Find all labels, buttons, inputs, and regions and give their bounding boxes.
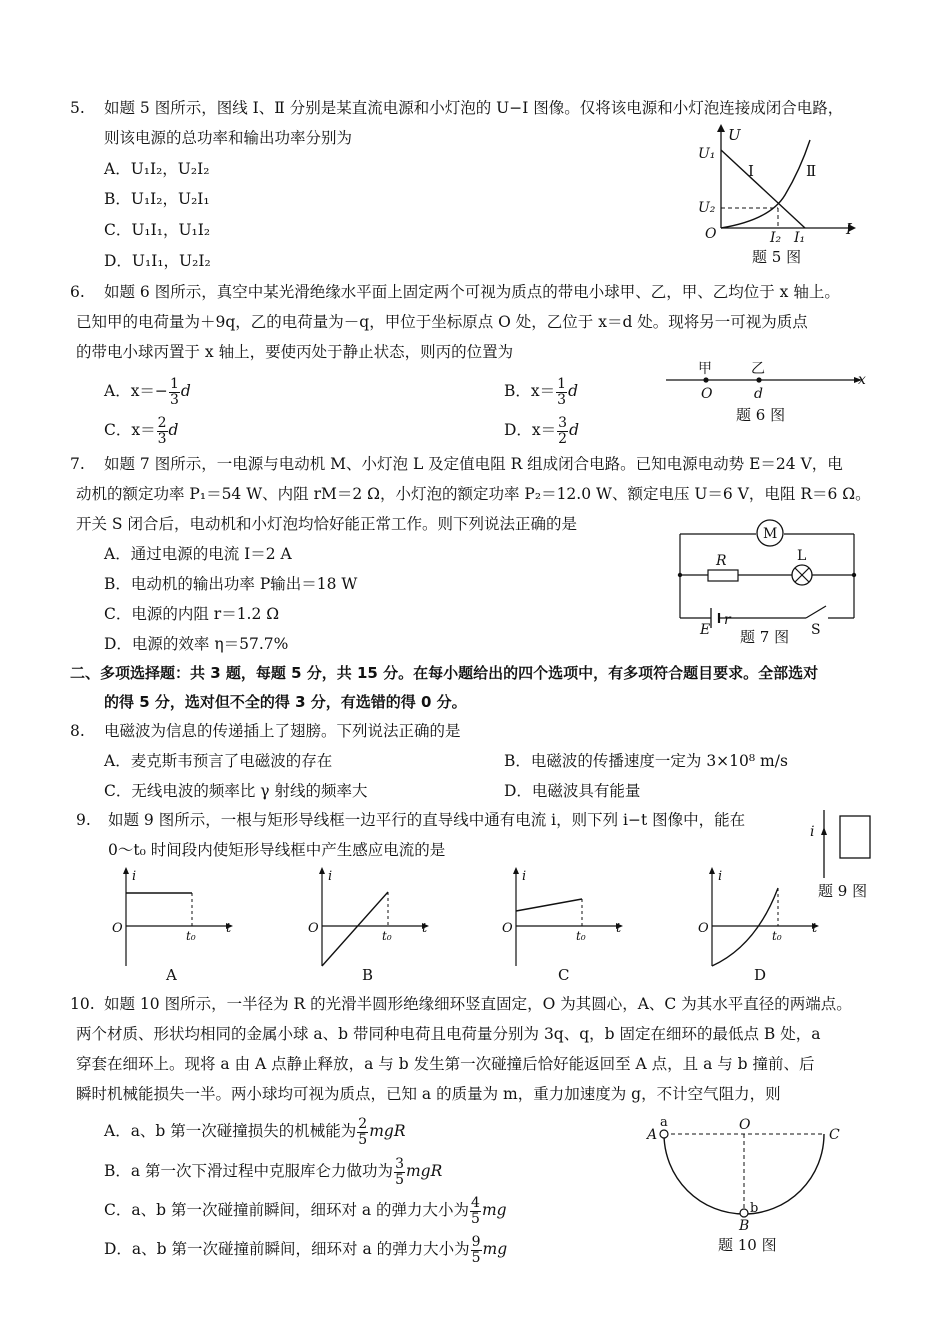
q8-option-b: B．电磁波的传播速度一定为 3×10⁸ m/s	[504, 752, 788, 770]
q6-option-a-fraction	[169, 377, 180, 408]
q8-stem: 电磁波为信息的传递插上了翅膀。下列说法正确的是	[104, 722, 461, 740]
q8-option-d: D．电磁波具有能量	[504, 782, 641, 800]
q10-option-a-suffix: mgR	[369, 1122, 406, 1140]
q10-option-b-fraction	[394, 1157, 405, 1188]
q5-stem-line2: 则该电源的总功率和输出功率分别为	[104, 129, 353, 147]
q6-label-x: x	[858, 372, 866, 388]
q7-switch-blade	[806, 606, 826, 618]
q5-ui-graph	[690, 120, 860, 270]
q10-option-a-fraction	[357, 1117, 368, 1148]
q6-option-d-suffix: d	[569, 421, 580, 439]
q5-label-i: I	[846, 220, 852, 238]
q10-ball-b	[740, 1209, 748, 1217]
q7-option-c: C．电源的内阻 r＝1.2 Ω	[104, 605, 280, 623]
q10-stem-line4: 瞬时机械能损失一半。两小球均可视为质点，已知 a 的质量为 m，重力加速度为 g，不计空气阻力，则	[76, 1085, 781, 1103]
q7-label-e: E	[700, 622, 711, 638]
q6-option-d-num: 3	[558, 414, 568, 431]
q9-c-label-i: i	[522, 869, 527, 884]
q9-c-label-t: t	[616, 921, 622, 936]
q7-stem-line1: 如题 7 图所示，一电源与电动机 M、小灯泡 L 及定值电阻 R 组成闭合电路。已知电源电动势 E＝24 V，电	[104, 455, 843, 473]
q6-option-b-fraction	[556, 377, 567, 408]
q10-label-a-ball: a	[660, 1115, 668, 1130]
q9-b-curve	[322, 892, 388, 966]
q5-label-i1: I₁	[794, 230, 806, 246]
q6-option-b-suffix: d	[568, 382, 578, 400]
q10-option-d-suffix: mg	[482, 1240, 508, 1258]
q5-caption: 题 5 图	[752, 248, 802, 266]
q10-label-b-ball: b	[750, 1201, 759, 1216]
q6-number: 6.	[70, 283, 85, 301]
q8-option-c: C．无线电波的频率比 γ 射线的频率大	[104, 782, 368, 800]
q7-resistor-symbol	[708, 570, 738, 581]
q9-b-label-o: O	[308, 921, 319, 936]
q9-d-curve	[712, 888, 778, 966]
q9-a-label: A	[166, 966, 177, 984]
q9-graph-d	[696, 866, 826, 986]
q9-c-label-o: O	[502, 921, 513, 936]
q9-c-curve	[516, 899, 582, 911]
q5-u-arrow	[717, 124, 725, 132]
q6-label-d: d	[754, 386, 763, 402]
q7-label-s: S	[811, 622, 821, 638]
q9-d-label: D	[754, 966, 767, 984]
q6-option-d-den: 2	[558, 430, 568, 447]
q6-label-jia: 甲	[698, 361, 712, 377]
q6-option-a-num: 1	[169, 375, 179, 392]
section2-heading-line2: 的得 5 分，选对但不全的得 3 分，有选错的得 0 分。	[104, 693, 467, 711]
q9-graph-b	[306, 866, 436, 986]
q6-label-o: O	[701, 386, 713, 402]
q5-stem-line1: 如题 5 图所示，图线 Ⅰ、Ⅱ 分别是某直流电源和小灯泡的 U−I 图像。仅将该电源和小灯泡连接成闭合电路，	[104, 99, 844, 117]
q10-option-c	[104, 1191, 507, 1229]
q10-stem-line1: 如题 10 图所示，一半径为 R 的光滑半圆形绝缘细环竖直固定，O 为其圆心，A、C 为其水平直径的两端点。	[104, 995, 852, 1013]
q10-option-c-num: 4	[471, 1194, 480, 1211]
q6-option-b-prefix: B．x＝	[504, 382, 556, 400]
q7-label-l: L	[797, 548, 807, 564]
q7-stem-line2: 动机的额定功率 P₁＝54 W、内阻 rM＝2 Ω，小灯泡的额定功率 P₂＝12.0 W、额定电压 U＝6 V，电阻 R＝6 Ω。	[76, 485, 871, 503]
q9-d-label-i: i	[718, 869, 723, 884]
q9-stem-line2: 0～t₀ 时间段内使矩形导线框中产生感应电流的是	[108, 841, 446, 859]
q9-caption: 题 9 图	[818, 882, 868, 900]
q9-number: 9.	[76, 811, 91, 829]
q9-graph-c	[500, 866, 630, 986]
q10-option-b-den: 5	[395, 1171, 404, 1188]
q6-option-b-num: 1	[557, 375, 567, 392]
q9-b-label: B	[362, 966, 374, 984]
q10-option-c-den: 5	[471, 1210, 480, 1227]
q10-label-c: C	[829, 1127, 840, 1143]
q10-option-b-suffix: mgR	[405, 1162, 443, 1180]
q10-option-b-prefix: B．a 第一次下滑过程中克服库仑力做功为	[104, 1162, 394, 1180]
q10-option-a-prefix: A．a、b 第一次碰撞损失的机械能为	[104, 1122, 357, 1140]
q10-label-o: O	[739, 1117, 751, 1133]
q10-option-a	[104, 1112, 406, 1150]
q9-b-i-arrow	[319, 867, 325, 874]
q9-a-i-arrow	[123, 867, 129, 874]
q10-number: 10.	[70, 995, 95, 1013]
q9-d-label-o: O	[698, 921, 709, 936]
q5-label-curve2: Ⅱ	[806, 162, 817, 180]
q5-number: 5.	[70, 99, 85, 117]
q7-label-m: M	[763, 526, 778, 542]
q9-b-label-i: i	[328, 869, 333, 884]
q10-option-d-prefix: D．a、b 第一次碰撞前瞬间，细环对 a 的弹力大小为	[104, 1240, 470, 1258]
q6-option-c	[104, 411, 178, 449]
q10-option-d	[104, 1230, 507, 1268]
q9-c-label: C	[558, 966, 570, 984]
q9-graph-a	[110, 866, 240, 986]
q10-semicircle-figure	[642, 1112, 852, 1262]
section2-heading-line1: 二、多项选择题：共 3 题，每题 5 分，共 15 分。在每小题给出的四个选项中，有多项符合题目要求。全部选对	[70, 664, 819, 682]
q10-caption: 题 10 图	[718, 1236, 777, 1254]
q5-label-u2: U₂	[698, 200, 716, 216]
q6-caption: 题 6 图	[736, 406, 786, 424]
q5-label-curve1: Ⅰ	[748, 162, 754, 180]
q9-a-label-t: t	[226, 921, 232, 936]
q6-option-a-prefix: A．x＝−	[104, 382, 168, 400]
q7-stem-line3: 开关 S 闭合后，电动机和小灯泡均恰好能正常工作。则下列说法正确的是	[76, 515, 577, 533]
q6-stem-line3: 的带电小球丙置于 x 轴上，要使丙处于静止状态，则丙的位置为	[76, 343, 514, 361]
q5-label-u1: U₁	[698, 146, 716, 162]
q6-axis-figure	[664, 358, 874, 428]
q9-label-i: i	[810, 824, 815, 840]
q9-c-i-arrow	[513, 867, 519, 874]
q6-option-a-suffix: d	[180, 382, 191, 400]
q7-caption: 题 7 图	[740, 628, 790, 646]
q6-option-c-fraction	[157, 416, 168, 447]
q9-b-label-t0: t₀	[382, 929, 392, 943]
q6-option-a-den: 3	[169, 391, 179, 408]
q9-b-label-t: t	[422, 921, 428, 936]
q5-option-c: C．U₁I₁，U₁I₂	[104, 221, 211, 239]
q9-d-label-t0: t₀	[772, 929, 782, 943]
q9-stem-line1: 如题 9 图所示，一根与矩形导线框一边平行的直导线中通有电流 i，则下列 i−t 图像中，能在	[108, 811, 746, 829]
q9-d-i-arrow	[709, 867, 715, 874]
q9-rectangular-frame	[840, 816, 870, 858]
q7-circuit-figure	[676, 518, 866, 653]
q7-option-d: D．电源的效率 η＝57.7%	[104, 635, 289, 653]
q9-current-arrow	[821, 827, 827, 835]
q10-label-point-a: A	[647, 1127, 658, 1143]
q10-ball-a	[660, 1130, 668, 1138]
q10-option-d-den: 5	[471, 1249, 481, 1266]
q10-option-a-num: 2	[358, 1115, 368, 1132]
q6-stem-line1: 如题 6 图所示，真空中某光滑绝缘水平面上固定两个可视为质点的带电小球甲、乙，甲、乙均位于 x 轴上。	[104, 283, 840, 301]
q10-option-d-num: 9	[471, 1233, 481, 1250]
q10-option-b-num: 3	[395, 1155, 404, 1172]
q9-c-label-t0: t₀	[576, 929, 586, 943]
q8-option-a: A．麦克斯韦预言了电磁波的存在	[104, 752, 333, 770]
q7-option-a: A．通过电源的电流 I＝2 A	[104, 545, 292, 563]
q6-option-d-fraction	[557, 416, 568, 447]
q5-label-i2: I₂	[770, 230, 782, 246]
q7-number: 7.	[70, 455, 85, 473]
q10-option-d-fraction	[471, 1235, 482, 1266]
q6-ball-jia	[703, 377, 708, 382]
q10-stem-line2: 两个材质、形状均相同的金属小球 a、b 带同种电荷且电荷量分别为 3q、q，b 固定在细环的最低点 B 处，a	[76, 1025, 821, 1043]
q6-option-b-den: 3	[557, 391, 567, 408]
q5-label-o: O	[705, 226, 717, 242]
q10-stem-line3: 穿套在细环上。现将 a 由 A 点静止释放，a 与 b 发生第一次碰撞后恰好能返回至 A 点，且 a 与 b 撞前、后	[76, 1055, 815, 1073]
q10-option-c-prefix: C．a、b 第一次碰撞前瞬间，细环对 a 的弹力大小为	[104, 1201, 470, 1219]
q6-option-b	[504, 372, 578, 410]
q6-ball-yi	[756, 377, 761, 382]
q5-option-a: A．U₁I₂，U₂I₂	[104, 160, 210, 178]
q10-semicircle-ring	[664, 1134, 824, 1214]
q10-label-point-b: B	[739, 1218, 750, 1234]
q6-option-c-prefix: C．x＝	[104, 421, 156, 439]
q8-number: 8.	[70, 722, 85, 740]
q6-option-a	[104, 372, 191, 410]
q9-d-label-t: t	[812, 921, 818, 936]
q5-line-1	[721, 150, 805, 228]
q10-option-b	[104, 1152, 442, 1190]
q10-option-a-den: 5	[358, 1131, 368, 1148]
q7-label-r-resistor: R	[716, 553, 727, 569]
q6-option-c-num: 2	[157, 414, 167, 431]
q10-option-c-suffix: mg	[481, 1201, 507, 1219]
q6-option-c-den: 3	[157, 430, 167, 447]
q5-option-d: D．U₁I₁，U₂I₂	[104, 252, 211, 270]
q7-label-r-internal: r	[724, 612, 731, 628]
q7-option-b: B．电动机的输出功率 P输出＝18 W	[104, 575, 358, 593]
q6-stem-line2: 已知甲的电荷量为＋9q，乙的电荷量为－q，甲位于坐标原点 O 处，乙位于 x＝d 处。现将另一可视为质点	[76, 313, 808, 331]
q9-a-label-t0: t₀	[186, 929, 196, 943]
q6-option-d	[504, 411, 579, 449]
q5-option-b: B．U₁I₂，U₂I₁	[104, 190, 210, 208]
q9-a-label-o: O	[112, 921, 123, 936]
q5-curve-2	[721, 140, 810, 228]
q9-a-label-i: i	[132, 869, 137, 884]
q7-node-right	[852, 573, 856, 577]
q7-node-left	[678, 573, 682, 577]
q6-option-c-suffix: d	[168, 421, 179, 439]
q10-option-c-fraction	[470, 1196, 481, 1227]
q6-option-d-prefix: D．x＝	[504, 421, 557, 439]
q5-label-u: U	[728, 126, 741, 144]
q6-label-yi: 乙	[751, 361, 765, 377]
